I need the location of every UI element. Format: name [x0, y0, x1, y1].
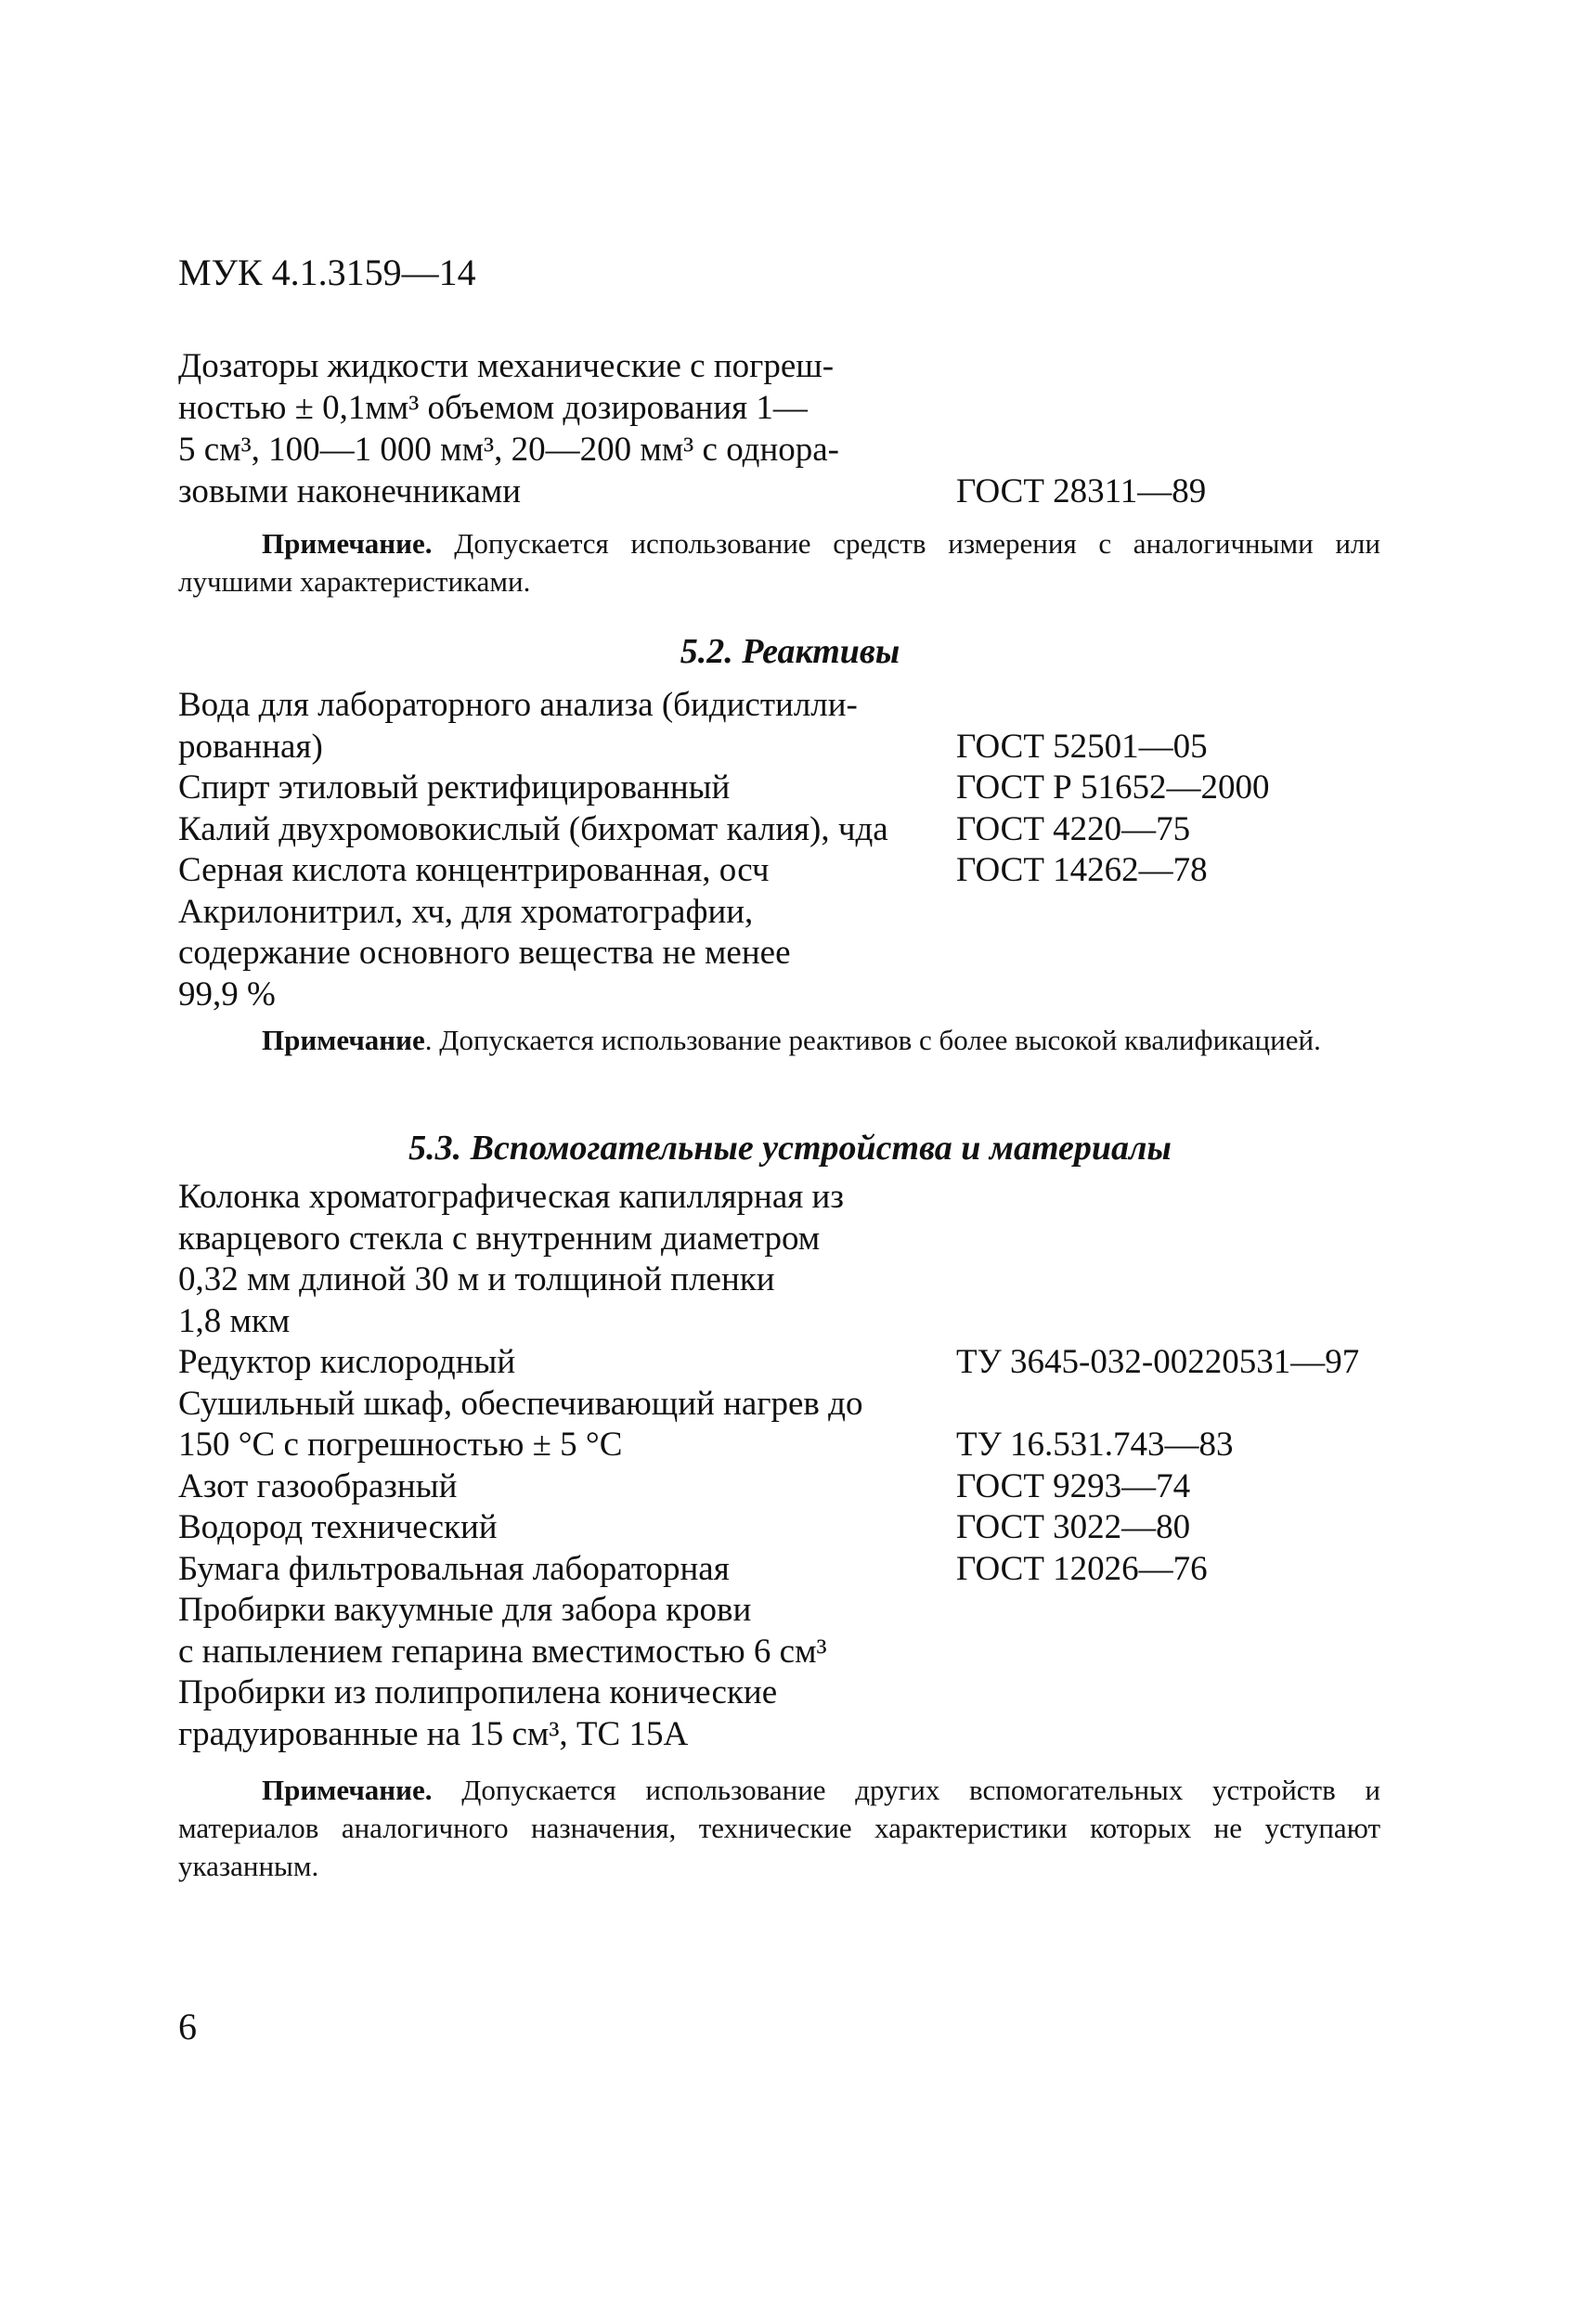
item-standard-ref: ГОСТ 9293—74	[956, 1466, 1191, 1505]
item-text	[178, 345, 956, 512]
list-item	[178, 1590, 1404, 1672]
item-line: ностью ± 0,1мм³ объемом дозирования 1—	[178, 389, 808, 427]
item-line: зовыми наконечниками	[178, 472, 522, 510]
item-line: Серная кислота концентрированная, осч	[178, 851, 770, 889]
section-heading-auxiliary: 5.3. Вспомогательные устройства и материалы	[408, 1129, 1172, 1168]
item-line: Дозаторы жидкости механические с погреш-	[178, 347, 835, 385]
note-label: Примечание.	[262, 527, 433, 560]
list-item	[178, 809, 1404, 851]
list-item	[178, 685, 1404, 768]
section-heading-reagents: 5.2. Реактивы	[680, 632, 900, 671]
item-line: рованная)	[178, 727, 323, 766]
item-line: Водород технический	[178, 1508, 498, 1546]
item-line: Колонка хроматографическая капиллярная из	[178, 1178, 844, 1216]
note-reagents	[178, 1021, 1380, 1059]
item-line: Бумага фильтровальная лабораторная	[178, 1549, 730, 1588]
list-item	[178, 1384, 1404, 1466]
item-line: 0,32 мм длиной 30 м и толщиной пленки	[178, 1260, 775, 1298]
list-item	[178, 1549, 1404, 1591]
document-code: МУК 4.1.3159—14	[178, 252, 476, 293]
intro-item	[178, 345, 1404, 512]
note-text: . Допускается использование реактивов с более высокой квалификацией.	[424, 1024, 1321, 1056]
list-item	[178, 1342, 1404, 1384]
item-standard-ref: ГОСТ 4220—75	[956, 809, 1191, 848]
note-auxiliary	[178, 1771, 1380, 1885]
note-label: Примечание	[262, 1024, 425, 1056]
item-line: кварцевого стекла с внутренним диаметром	[178, 1219, 821, 1258]
auxiliary-list	[178, 1177, 1404, 1755]
note-measuring-instruments	[178, 524, 1380, 600]
item-line: Редуктор кислородный	[178, 1343, 516, 1381]
list-item	[178, 892, 1404, 1016]
item-line: с напылением гепарина вместимостью 6 см³	[178, 1632, 827, 1671]
reagents-list	[178, 685, 1404, 1015]
note-text: Допускается использование средств измерения с аналогичными или лучшими характеристиками.	[178, 527, 1380, 598]
item-standard-ref: ГОСТ Р 51652—2000	[956, 768, 1270, 807]
note-label: Примечание.	[262, 1774, 433, 1806]
item-line: 1,8 мкм	[178, 1301, 291, 1340]
item-standard-ref: ГОСТ 14262—78	[956, 851, 1208, 889]
item-standard-ref: ГОСТ 28311—89	[956, 472, 1207, 510]
item-standard-ref: ГОСТ 52501—05	[956, 727, 1208, 766]
list-item	[178, 1672, 1404, 1755]
item-standard-ref: ТУ 3645-032-00220531—97	[956, 1343, 1360, 1381]
item-standard-ref: ГОСТ 3022—80	[956, 1508, 1191, 1546]
item-line: содержание основного вещества не менее	[178, 934, 791, 972]
item-line: Сушильный шкаф, обеспечивающий нагрев до	[178, 1384, 863, 1423]
item-line: Вода для лабораторного анализа (бидистилли-	[178, 686, 858, 724]
item-line: 5 см³, 100—1 000 мм³, 20—200 мм³ с однора-	[178, 431, 839, 469]
item-line: Пробирки из полипропилена конические	[178, 1673, 778, 1711]
item-line: 99,9 %	[178, 975, 276, 1014]
item-line: градуированные на 15 см³, ТС 15А	[178, 1714, 689, 1753]
item-line: Акрилонитрил, хч, для хроматографии,	[178, 892, 754, 931]
list-item	[178, 768, 1404, 809]
item-line: Пробирки вакуумные для забора крови	[178, 1591, 752, 1629]
item-line: Азот газообразный	[178, 1466, 458, 1505]
list-item	[178, 345, 1404, 512]
item-line: Калий двухромовокислый (бихромат калия), чда	[178, 809, 888, 848]
item-line: Спирт этиловый ректифицированный	[178, 768, 731, 807]
item-line: 150 °С с погрешностью ± 5 °С	[178, 1426, 623, 1464]
page-number: 6	[178, 2006, 197, 2047]
item-standard-ref: ГОСТ 12026—76	[956, 1549, 1208, 1588]
note-text: Допускается использование других вспомогательных устройств и материалов аналогичного назначения, технические характеристики которых не уступают указанным.	[178, 1774, 1380, 1882]
item-standard-ref: ТУ 16.531.743—83	[956, 1426, 1234, 1464]
list-item	[178, 1507, 1404, 1549]
list-item	[178, 1177, 1404, 1342]
list-item	[178, 850, 1404, 892]
list-item	[178, 1466, 1404, 1508]
